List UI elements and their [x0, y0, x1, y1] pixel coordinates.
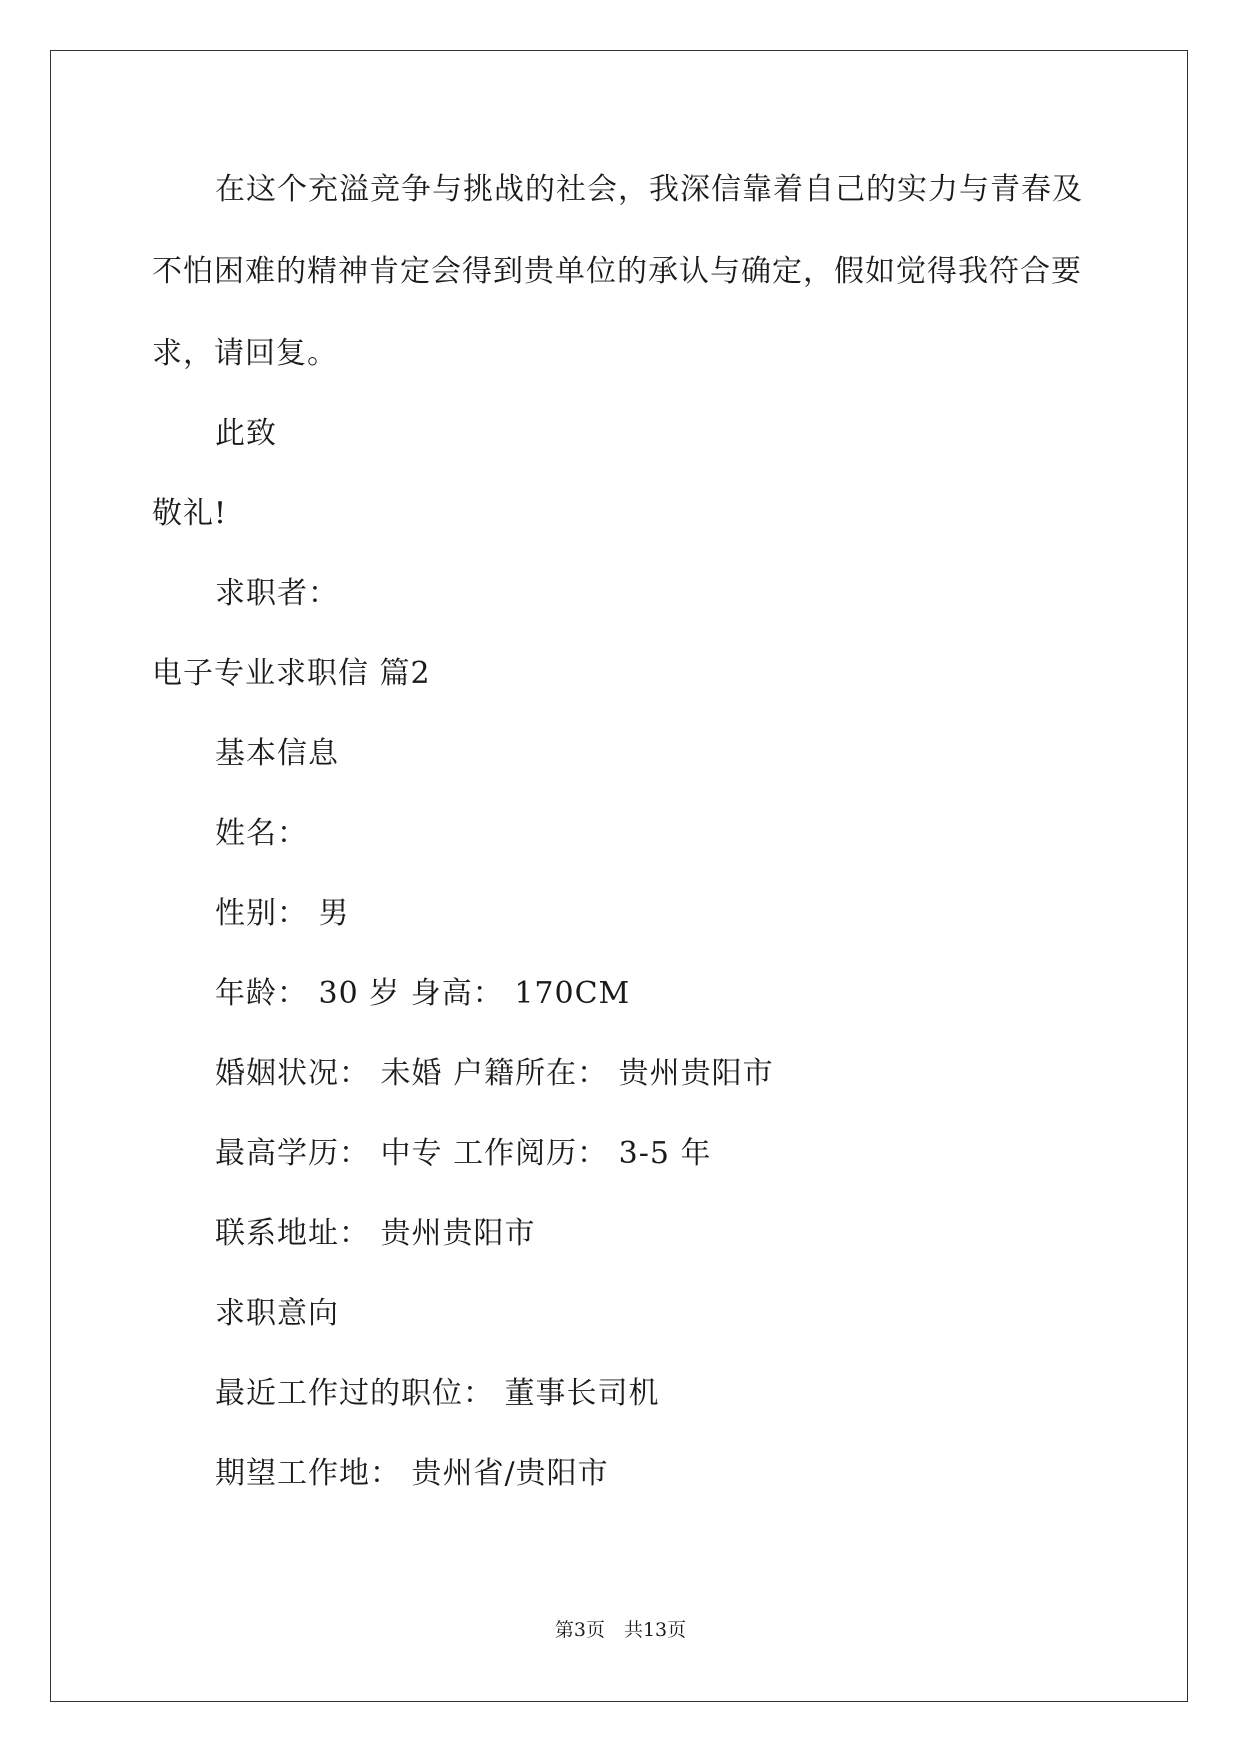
basic-info-heading: 基本信息 [215, 736, 339, 771]
paragraph-line-3: 求，请回复。 [152, 336, 338, 371]
section-title: 电子专业求职信 篇2 [152, 656, 431, 691]
job-intent-heading: 求职意向 [215, 1296, 339, 1331]
desired-location-field: 期望工作地： 贵州省/贵阳市 [215, 1456, 609, 1491]
address-field: 联系地址： 贵州贵阳市 [215, 1216, 536, 1251]
page-number-footer: 第3页 共13页 [554, 1619, 687, 1641]
closing-text: 此致 [215, 416, 277, 451]
salute-text: 敬礼! [152, 496, 228, 531]
signature-label: 求职者： [215, 576, 339, 611]
age-height-field: 年龄： 30 岁 身高： 170CM [215, 976, 631, 1011]
paragraph-line-2: 不怕困难的精神肯定会得到贵单位的承认与确定，假如觉得我符合要 [152, 254, 1082, 289]
paragraph-line-1: 在这个充溢竞争与挑战的社会，我深信靠着自己的实力与青春及 [215, 172, 1083, 207]
education-field: 最高学历： 中专 工作阅历： 3-5 年 [215, 1136, 712, 1171]
gender-field: 性别： 男 [215, 896, 350, 931]
recent-position-field: 最近工作过的职位： 董事长司机 [215, 1376, 660, 1411]
marital-status-field: 婚姻状况： 未婚 户籍所在： 贵州贵阳市 [215, 1056, 774, 1091]
name-field: 姓名： [215, 816, 308, 851]
